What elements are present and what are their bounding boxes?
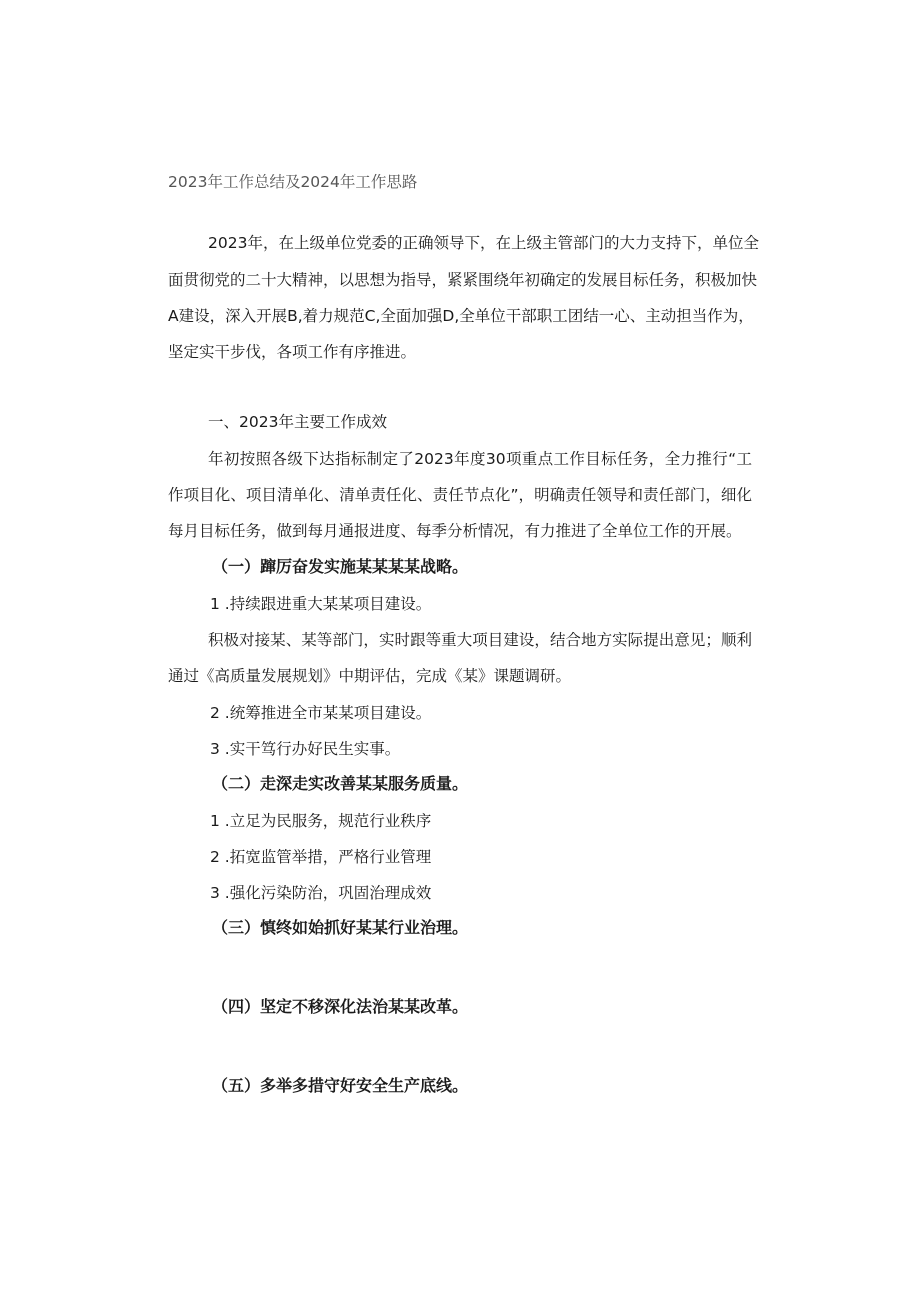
- sub1-item1-para-line-2: 通过《高质量发展规划》中期评估，完成《某》课题调研。: [168, 667, 572, 685]
- sub2-item-1: 1 .立足为民服务，规范行业秩序: [210, 812, 432, 830]
- intro-line-1: 2023年，在上级单位党委的正确领导下，在上级主管部门的大力支持下，单位全: [208, 234, 759, 252]
- section1-title: 一、2023年主要工作成效: [208, 413, 387, 431]
- section1-para-line-3: 每月目标任务，做到每月通报进度、每季分析情况，有力推进了全单位工作的开展。: [168, 522, 742, 540]
- sub1-item1-para-line-1: 积极对接某、某等部门，实时跟等重大项目建设，结合地方实际提出意见；顺利: [208, 631, 752, 649]
- sub5-heading: （五）多举多措守好安全生产底线。: [212, 1076, 469, 1095]
- sub1-item-2: 2 .统筹推进全市某某项目建设。: [210, 704, 432, 722]
- section1-para-line-2: 作项目化、项目清单化、清单责任化、责任节点化”，明确责任领导和责任部门，细化: [168, 486, 752, 504]
- sub3-heading: （三）慎终如始抓好某某行业治理。: [212, 918, 469, 937]
- sub4-heading: （四）坚定不移深化法治某某改革。: [212, 997, 469, 1016]
- intro-line-4: 坚定实干步伐，各项工作有序推进。: [168, 343, 417, 361]
- intro-line-2: 面贯彻党的二十大精神，以思想为指导，紧紧围绕年初确定的发展目标任务，积极加快: [168, 271, 758, 289]
- sub1-item-1: 1 .持续跟进重大某某项目建设。: [210, 595, 432, 613]
- section1-para-line-1: 年初按照各级下达指标制定了2023年度30项重点工作目标任务，全力推行“工: [208, 450, 752, 468]
- document-title: 2023年工作总结及2024年工作思路: [168, 173, 418, 191]
- sub2-item-2: 2 .拓宽监管举措，严格行业管理: [210, 848, 432, 866]
- sub2-heading: （二）走深走实改善某某服务质量。: [212, 774, 469, 793]
- sub2-item-3: 3 .强化污染防治，巩固治理成效: [210, 884, 432, 902]
- sub1-heading: （一）蹿厉奋发实施某某某某战略。: [212, 557, 469, 576]
- sub1-item-3: 3 .实干笃行办好民生实事。: [210, 740, 401, 758]
- intro-line-3: A建设，深入开展B,着力规范C,全面加强D,全单位干部职工团结一心、主动担当作为，: [168, 307, 754, 325]
